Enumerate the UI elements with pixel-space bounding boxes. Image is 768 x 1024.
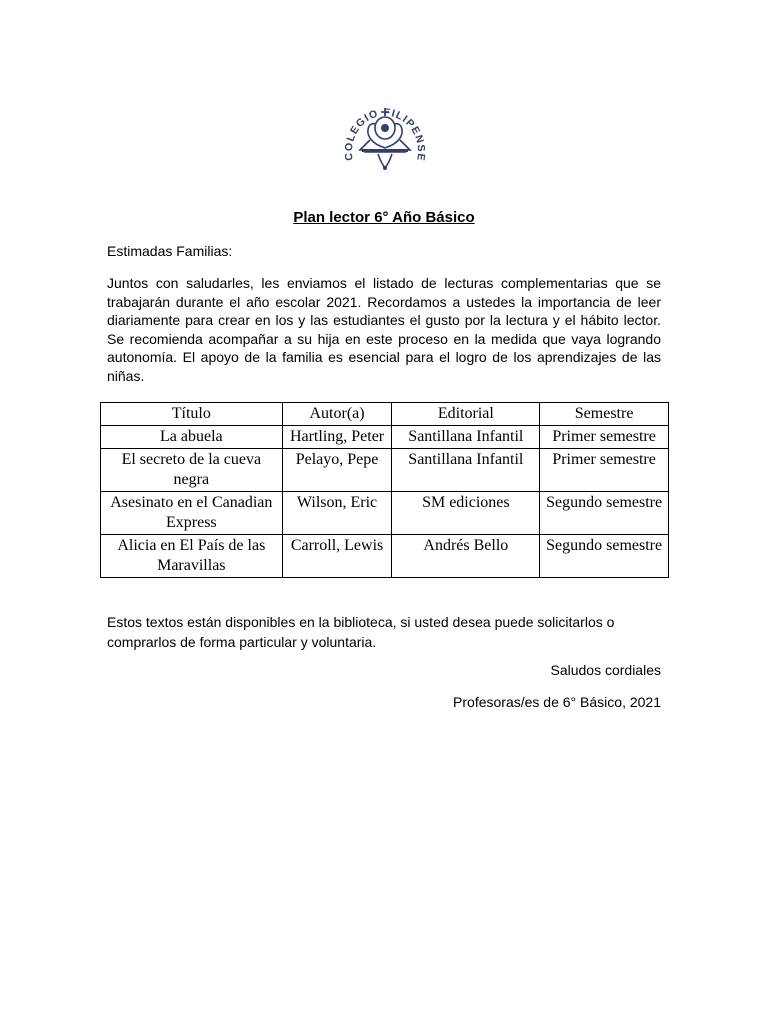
cell-autor: Carroll, Lewis (282, 535, 392, 578)
school-logo (340, 82, 430, 186)
cell-semestre: Primer semestre (540, 449, 669, 492)
header-titulo: Título (101, 403, 283, 426)
table-row (101, 449, 669, 492)
cell-semestre: Segundo semestre (540, 492, 669, 535)
logo-wordmark: COLEGIO FILIPENSE (342, 106, 428, 163)
cell-titulo: El secreto de la cueva negra (101, 449, 283, 492)
cell-autor: Hartling, Peter (282, 426, 392, 449)
cell-titulo: Asesinato en el Canadian Express (101, 492, 283, 535)
header-semestre: Semestre (540, 403, 669, 426)
cell-semestre: Segundo semestre (540, 535, 669, 578)
cell-editorial: Andrés Bello (392, 535, 540, 578)
cell-autor: Wilson, Eric (282, 492, 392, 535)
header-autor: Autor(a) (282, 403, 392, 426)
cell-editorial: Santillana Infantil (392, 449, 540, 492)
page-title: Plan lector 6° Año Básico (293, 209, 475, 226)
cell-titulo: Alicia en El País de las Maravillas (101, 535, 283, 578)
reading-list-table (100, 402, 669, 578)
cell-titulo: La abuela (101, 426, 283, 449)
table-header-row (101, 403, 669, 426)
cell-editorial: Santillana Infantil (392, 426, 540, 449)
cell-editorial: SM ediciones (392, 492, 540, 535)
signature: Profesoras/es de 6° Básico, 2021 (453, 694, 661, 710)
table-row (101, 426, 669, 449)
cell-autor: Pelayo, Pepe (282, 449, 392, 492)
closing-salutation: Saludos cordiales (550, 662, 661, 678)
greeting: Estimadas Familias: (107, 243, 233, 259)
intro-paragraph: Juntos con saludarles, les enviamos el listado de lecturas complementarias que se trabajarán durante el año escolar 2021. Recordamos a ustedes la importancia de leer diariamente para crear en los y las estudiantes el gusto por la lectura y el hábito lector. Se recomienda acompañar a su hija en este proceso en la medida que vaya logrando autonomía. El apoyo de la familia es esencial para el logro de los aprendizajes de las niñas. (107, 275, 661, 384)
table-row (101, 492, 669, 535)
availability-note: Estos textos están disponibles en la biblioteca, si usted desea puede solicitarlos o comprarlos de forma particular y voluntaria. (107, 614, 615, 650)
table-row (101, 535, 669, 578)
header-editorial: Editorial (392, 403, 540, 426)
cell-semestre: Primer semestre (540, 426, 669, 449)
